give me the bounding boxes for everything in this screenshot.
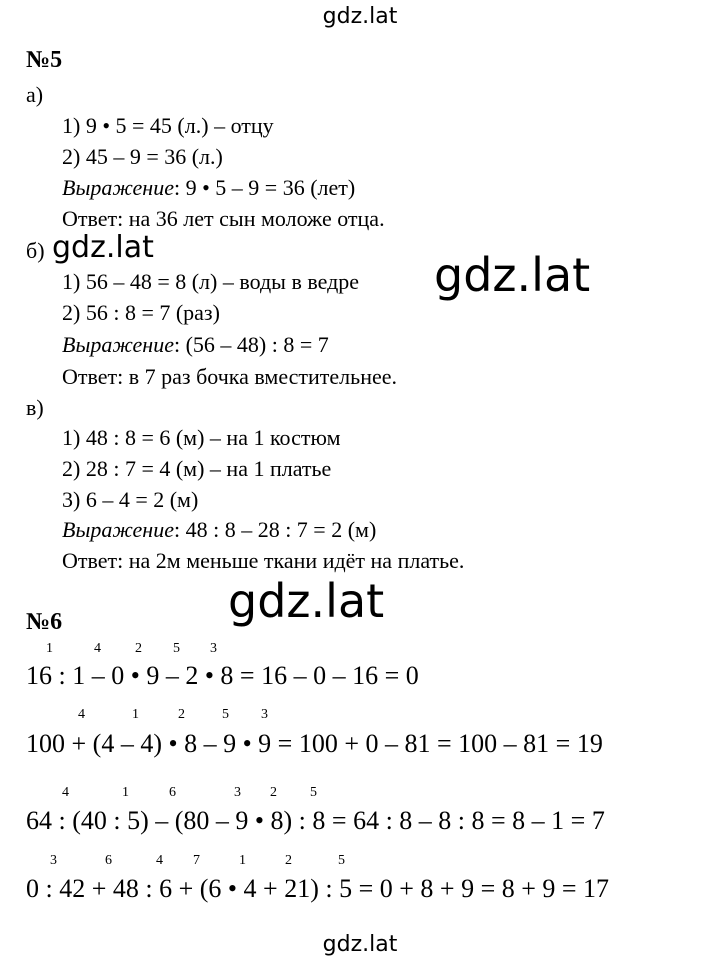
task5-v-expression xyxy=(62,519,376,541)
task5-a-expression xyxy=(62,177,355,199)
order-mark: 2 xyxy=(270,785,277,800)
task5-title: №5 xyxy=(26,47,63,73)
order-mark: 5 xyxy=(173,641,180,656)
watermark-top: gdz.lat xyxy=(322,4,398,29)
task5-b-expression xyxy=(62,334,329,356)
task6-expression-2: 100 + (4 – 4) • 8 – 9 • 9 = 100 + 0 – 81 = 100 – 81 = 19 xyxy=(26,729,603,758)
order-mark: 2 xyxy=(178,707,185,722)
order-mark: 3 xyxy=(210,641,217,656)
order-mark: 6 xyxy=(169,785,176,800)
watermark-inline: gdz.lat xyxy=(52,230,154,265)
expression-value: : 9 • 5 – 9 = 36 (лет) xyxy=(173,175,356,200)
expression-value: : (56 – 48) : 8 = 7 xyxy=(173,332,329,357)
task5-v-step2: 2) 28 : 7 = 4 (м) – на 1 платье xyxy=(62,456,332,481)
order-mark: 1 xyxy=(46,641,53,656)
watermark-large-2: gdz.lat xyxy=(228,574,385,628)
task5-a-step1: 1) 9 • 5 = 45 (л.) – отцу xyxy=(62,113,274,138)
order-mark: 7 xyxy=(193,853,200,868)
task5-a-label: а) xyxy=(26,82,44,107)
order-mark: 1 xyxy=(122,785,129,800)
watermark-large-1: gdz.lat xyxy=(434,248,591,302)
order-mark: 3 xyxy=(234,785,241,800)
task6-expression-3: 64 : (40 : 5) – (80 – 9 • 8) : 8 = 64 : 8 – 8 : 8 = 8 – 1 = 7 xyxy=(26,806,605,835)
order-mark: 5 xyxy=(222,707,229,722)
task5-a-answer: Ответ: на 36 лет сын моложе отца. xyxy=(62,206,385,231)
task5-v-step3: 3) 6 – 4 = 2 (м) xyxy=(62,487,199,512)
expression-label: Выражение xyxy=(62,175,174,200)
task5-v-label: в) xyxy=(26,395,44,420)
order-mark: 2 xyxy=(135,641,142,656)
task5-v-step1: 1) 48 : 8 = 6 (м) – на 1 костюм xyxy=(62,425,341,450)
order-mark: 4 xyxy=(94,641,101,656)
order-mark: 3 xyxy=(50,853,57,868)
task6-expression-1: 16 : 1 – 0 • 9 – 2 • 8 = 16 – 0 – 16 = 0 xyxy=(26,661,419,690)
task5-b-label: б) xyxy=(26,238,45,263)
task5-b-step1: 1) 56 – 48 = 8 (л) – воды в ведре xyxy=(62,269,360,294)
task5-v-answer: Ответ: на 2м меньше ткани идёт на платье. xyxy=(62,548,465,573)
task6-title: №6 xyxy=(26,609,63,635)
order-mark: 2 xyxy=(285,853,292,868)
expression-label: Выражение xyxy=(62,332,174,357)
task6-expression-4: 0 : 42 + 48 : 6 + (6 • 4 + 21) : 5 = 0 + 8 + 9 = 8 + 9 = 17 xyxy=(26,874,610,903)
task5-a-step2: 2) 45 – 9 = 36 (л.) xyxy=(62,144,223,169)
expression-label: Выражение xyxy=(62,517,174,542)
order-mark: 4 xyxy=(62,785,69,800)
order-mark: 1 xyxy=(239,853,246,868)
order-mark: 3 xyxy=(261,707,268,722)
order-mark: 4 xyxy=(156,853,163,868)
order-mark: 1 xyxy=(132,707,139,722)
task5-b-step2: 2) 56 : 8 = 7 (раз) xyxy=(62,300,220,325)
order-mark: 5 xyxy=(310,785,317,800)
order-mark: 5 xyxy=(338,853,345,868)
order-mark: 4 xyxy=(78,707,85,722)
expression-value: : 48 : 8 – 28 : 7 = 2 (м) xyxy=(173,517,377,542)
task5-b-answer: Ответ: в 7 раз бочка вместительнее. xyxy=(62,364,397,389)
watermark-bottom: gdz.lat xyxy=(322,932,398,957)
order-mark: 6 xyxy=(105,853,112,868)
